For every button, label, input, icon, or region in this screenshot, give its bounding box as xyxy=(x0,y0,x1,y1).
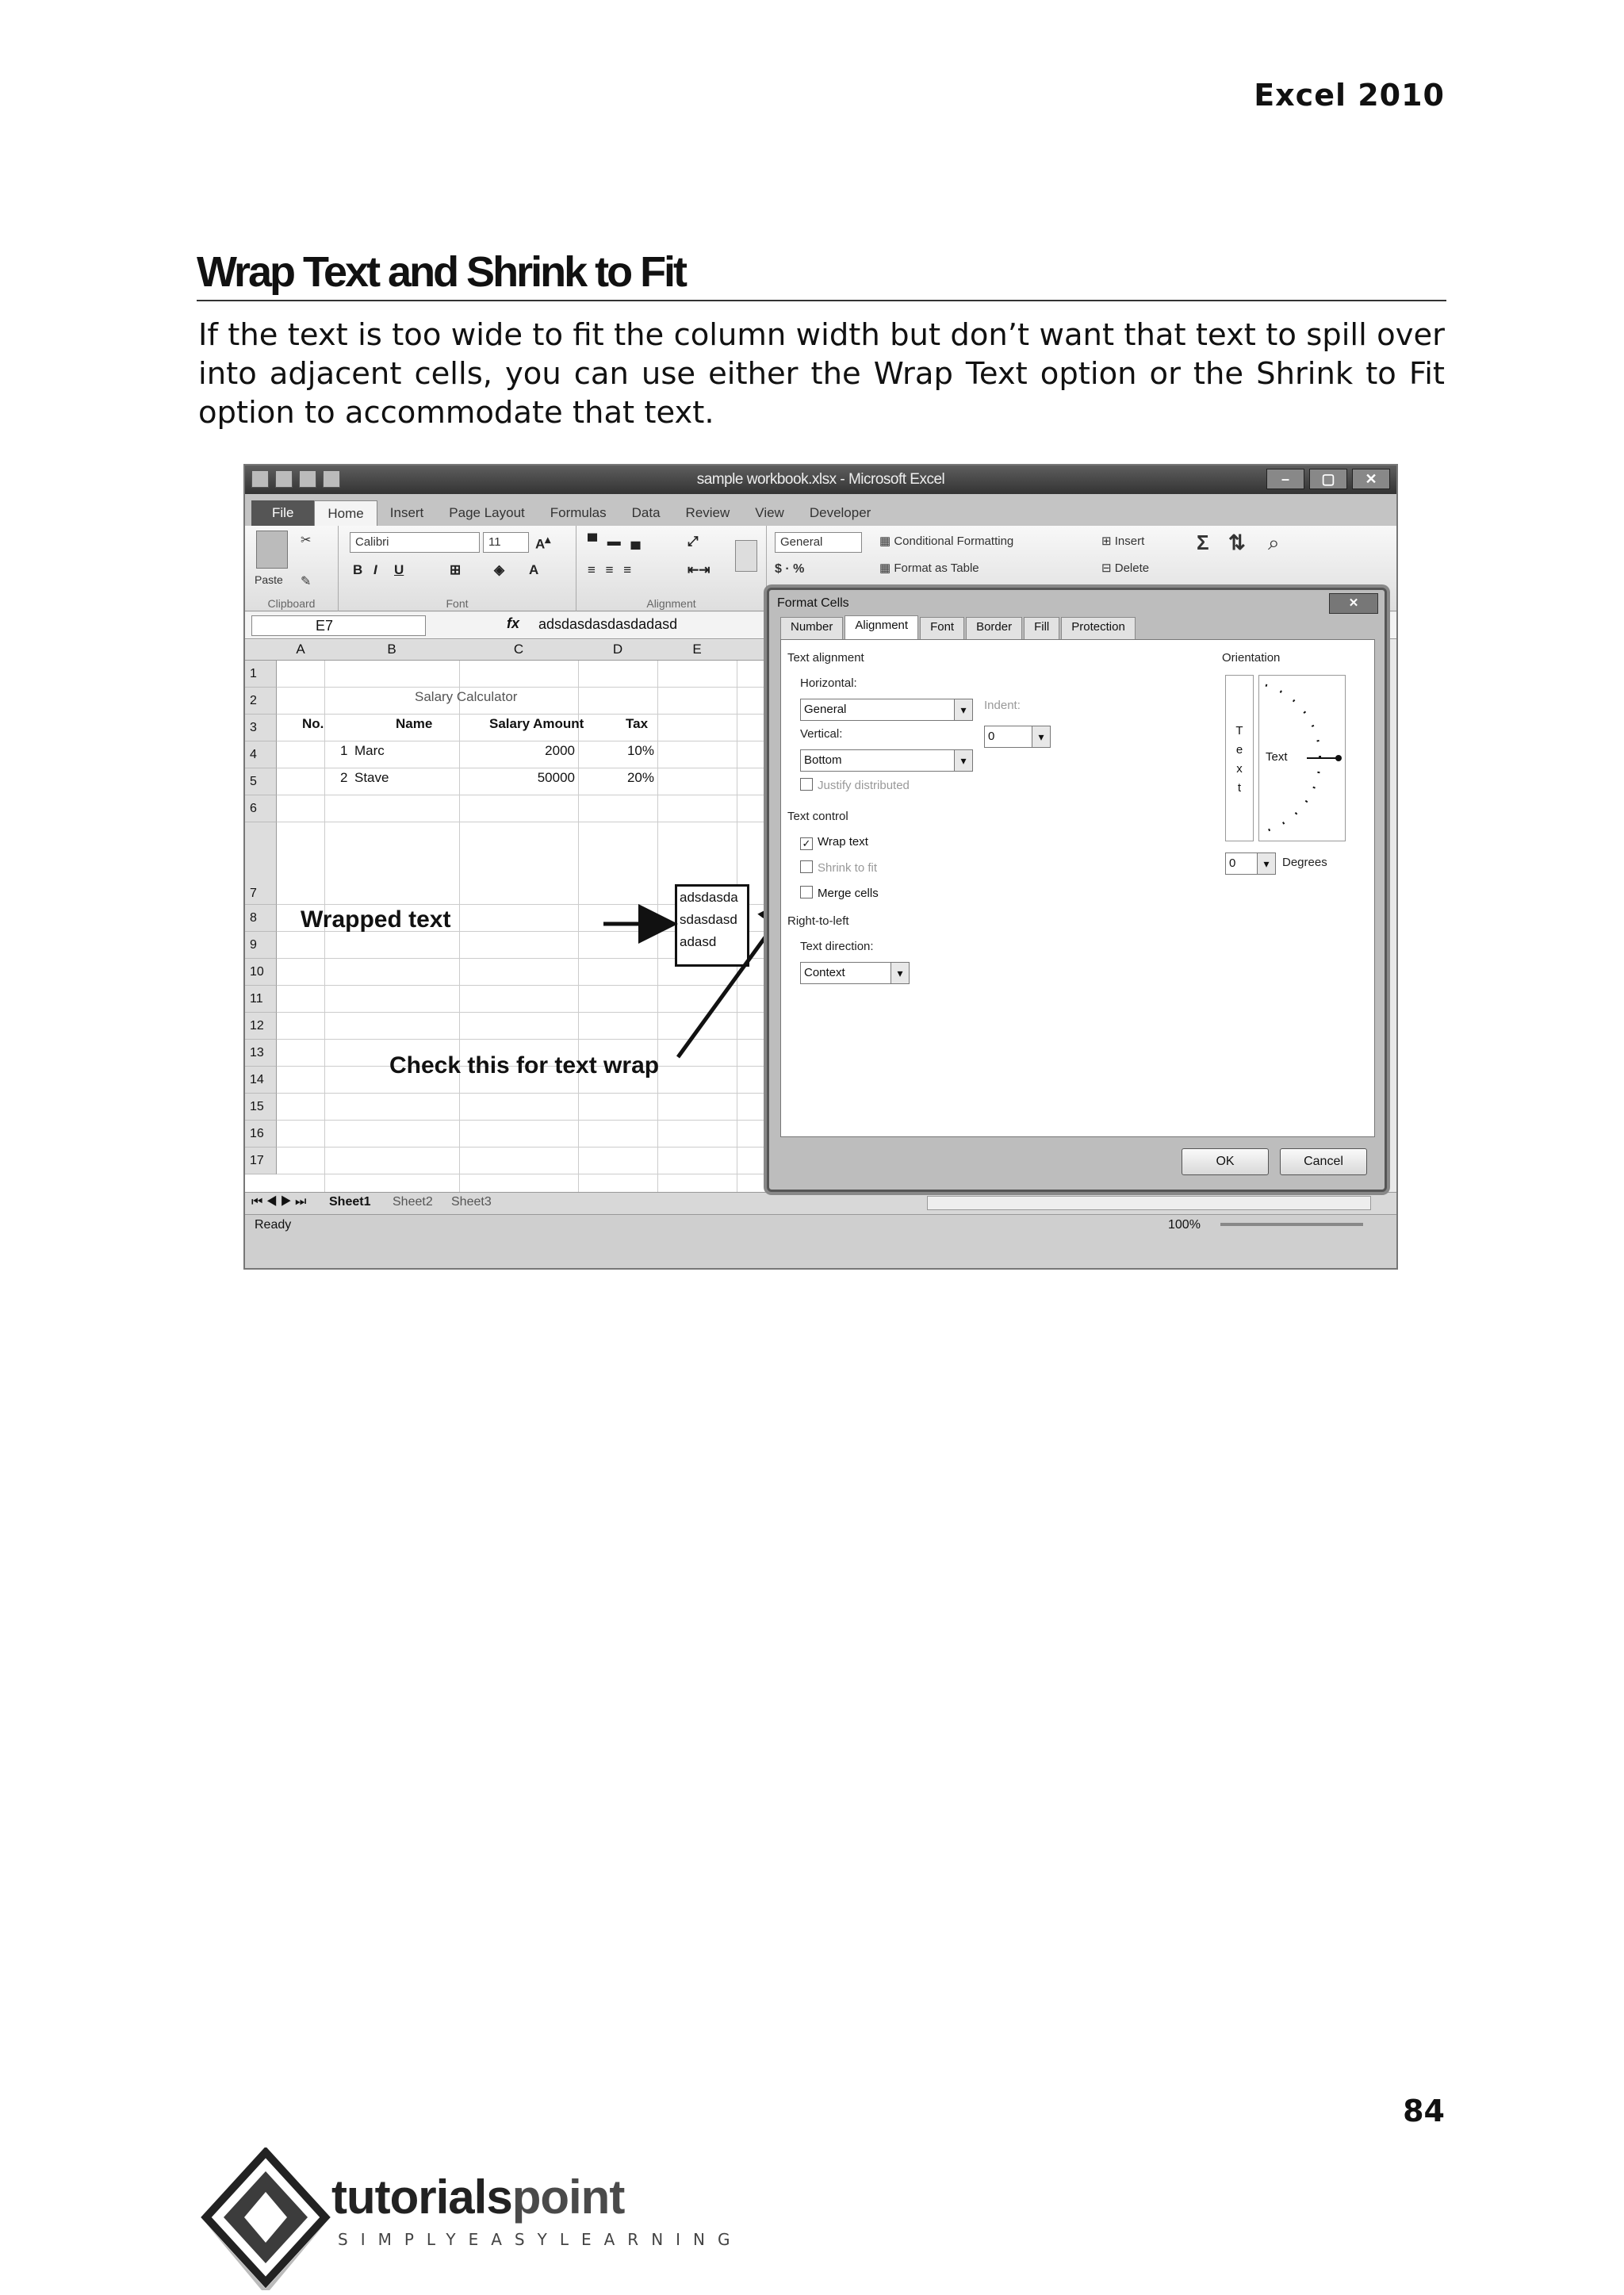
clipboard-label: Clipboard xyxy=(267,597,316,610)
dtab-fill[interactable]: Fill xyxy=(1024,617,1059,639)
tab-developer[interactable]: Developer xyxy=(809,505,871,520)
logo-wordmark xyxy=(331,2170,624,2224)
vertical-label: Vertical: xyxy=(800,727,843,741)
font-color-icon[interactable]: A xyxy=(529,562,539,577)
logo-diamond-icon xyxy=(198,2147,333,2290)
col-b[interactable]: B xyxy=(387,642,396,657)
dtab-number[interactable]: Number xyxy=(780,617,843,639)
status-bar xyxy=(245,1214,1396,1270)
insert-label: Insert xyxy=(1114,534,1145,548)
sheet-tabs-bar xyxy=(245,1192,1396,1214)
alignment-panel xyxy=(780,639,1375,1137)
fx-icon[interactable]: fx xyxy=(507,615,520,631)
zoom-level[interactable]: 100% xyxy=(1168,1218,1201,1232)
zoom-slider[interactable] xyxy=(1220,1223,1363,1226)
direction-label: Text direction: xyxy=(800,940,874,953)
intro-paragraph: If the text is too wide to fit the column width but don’t want that text to spill over into adjacent cells, you can use either the Wrap Text option or the Shrink to Fit option to accommodate that text. xyxy=(198,317,1445,431)
font-label: Font xyxy=(446,597,469,610)
insert-icon: ⊞ xyxy=(1101,534,1115,548)
logo-tagline: SIMPLYEASYLEARNING xyxy=(338,2230,743,2249)
degrees-label: Degrees xyxy=(1282,856,1327,869)
col-c[interactable]: C xyxy=(513,642,524,657)
row-header-15[interactable]: 15 xyxy=(245,1094,277,1121)
logo-brand-a: tutorials xyxy=(331,2170,512,2224)
row-header-12[interactable]: 12 xyxy=(245,1013,277,1040)
cell-name-1[interactable]: Marc xyxy=(354,743,385,758)
cancel-button[interactable]: Cancel xyxy=(1280,1148,1367,1175)
header-name[interactable]: Name xyxy=(396,716,433,731)
indent-spinner[interactable]: 0 ▾ xyxy=(984,726,1051,748)
tab-sheet3[interactable]: Sheet3 xyxy=(451,1195,492,1209)
bold-icon[interactable]: B xyxy=(353,562,363,577)
col-a[interactable]: A xyxy=(296,642,305,657)
row-header-5[interactable]: 5 xyxy=(245,768,277,795)
italic-icon[interactable]: I xyxy=(373,562,377,577)
shrink-to-fit-checkbox[interactable] xyxy=(800,860,877,875)
title-rule xyxy=(197,300,1446,301)
row-header-14[interactable]: 14 xyxy=(245,1067,277,1094)
table-icon: ▦ xyxy=(879,561,894,575)
conditional-icon: ▦ xyxy=(879,534,894,548)
wrap-line-1: adsdasda xyxy=(680,890,738,905)
tab-sheet2[interactable]: Sheet2 xyxy=(393,1195,433,1209)
currency-icon[interactable]: $ · % xyxy=(775,562,805,576)
tab-home[interactable]: Home xyxy=(314,500,377,526)
merge-label: Merge cells xyxy=(818,887,879,900)
annotation-wrapped-text: Wrapped text xyxy=(301,906,451,933)
row-header-7[interactable]: 7 xyxy=(245,822,277,905)
minimize-icon[interactable]: – xyxy=(1266,469,1304,489)
format-cells-dialog xyxy=(767,588,1387,1192)
close-icon[interactable]: ✕ xyxy=(1352,469,1390,489)
row-header-3[interactable]: 3 xyxy=(245,715,277,741)
rtl-heading: Right-to-left xyxy=(787,914,849,928)
header-salary[interactable]: Salary Amount xyxy=(489,716,584,731)
dialog-close-icon[interactable]: ✕ xyxy=(1329,593,1378,614)
running-header: Excel 2010 xyxy=(1254,78,1445,113)
grow-font-icon[interactable]: A▴ xyxy=(535,534,551,552)
text-control-heading: Text control xyxy=(787,810,848,823)
vt-3: x xyxy=(1236,762,1243,776)
window-title: sample workbook.xlsx - Microsoft Excel xyxy=(696,471,945,488)
text-alignment-heading: Text alignment xyxy=(787,651,864,665)
dtab-font[interactable]: Font xyxy=(920,617,964,639)
logo-brand-b: point xyxy=(511,2170,625,2224)
dialog-tabs xyxy=(780,617,1136,639)
tab-data[interactable]: Data xyxy=(631,505,661,520)
cell-salary-2[interactable]: 50000 xyxy=(537,770,575,785)
font-size-box[interactable]: 11 xyxy=(483,532,529,553)
tab-file[interactable]: File xyxy=(251,500,314,526)
page-number: 84 xyxy=(1403,2094,1445,2128)
cell-tax-2[interactable]: 20% xyxy=(626,770,654,785)
row-header-16[interactable]: 16 xyxy=(245,1121,277,1148)
tab-sheet1[interactable]: Sheet1 xyxy=(329,1195,371,1209)
find-select-icon[interactable]: ⌕ xyxy=(1268,531,1280,554)
underline-icon[interactable]: U xyxy=(394,562,404,577)
orientation-dial[interactable] xyxy=(1258,675,1346,841)
format-table-label: Format as Table xyxy=(894,561,979,575)
dialog-title: Format Cells xyxy=(777,596,849,610)
tab-page-layout[interactable]: Page Layout xyxy=(449,505,525,520)
cell-tax-1[interactable]: 10% xyxy=(626,743,654,758)
vt-1: T xyxy=(1235,724,1243,738)
delete-label: Delete xyxy=(1114,561,1150,575)
row-header-4[interactable]: 4 xyxy=(245,741,277,768)
number-format-box[interactable]: General xyxy=(775,532,862,553)
tutorialspoint-logo xyxy=(198,2147,743,2290)
wrap-text-label: Wrap text xyxy=(818,835,868,849)
dtab-alignment[interactable]: Alignment xyxy=(845,615,918,639)
horizontal-label: Horizontal: xyxy=(800,676,857,690)
indent-label: Indent: xyxy=(984,699,1021,712)
orientation-heading: Orientation xyxy=(1222,651,1281,665)
header-no[interactable]: No. xyxy=(302,716,324,731)
annotation-check-wrap: Check this for text wrap xyxy=(389,1052,660,1079)
cell-name-2[interactable]: Stave xyxy=(354,770,389,785)
wrap-line-2: sdasdasd xyxy=(680,912,737,927)
tab-formulas[interactable]: Formulas xyxy=(550,505,607,520)
horizontal-scrollbar[interactable] xyxy=(927,1196,1371,1210)
excel-screenshot xyxy=(243,464,1398,1270)
borders-icon[interactable]: ⊞ xyxy=(450,562,462,577)
fill-color-icon[interactable]: ◈ xyxy=(494,562,505,577)
justify-label: Justify distributed xyxy=(818,779,910,792)
delete-icon: ⊟ xyxy=(1101,561,1115,575)
col-e[interactable]: E xyxy=(692,642,702,657)
paste-label: Paste xyxy=(255,573,283,586)
merge-cells-checkbox[interactable] xyxy=(800,886,879,900)
align-top-icons[interactable]: ▀ ▬ ▄ xyxy=(588,534,644,549)
sheet-nav-icons[interactable]: ⏮◀▶⏭ xyxy=(251,1195,310,1209)
sheet-title[interactable]: Salary Calculator xyxy=(415,689,518,704)
status-ready: Ready xyxy=(255,1218,292,1232)
row-header-8[interactable]: 8 xyxy=(245,905,277,932)
ok-button[interactable]: OK xyxy=(1182,1148,1269,1175)
cut-icon[interactable]: ✂ xyxy=(301,534,312,547)
row-header-9[interactable]: 9 xyxy=(245,932,277,959)
justify-checkbox[interactable] xyxy=(800,778,910,792)
direction-select[interactable]: Context ▾ xyxy=(800,962,910,984)
tab-insert[interactable]: Insert xyxy=(389,505,424,520)
dtab-border[interactable]: Border xyxy=(966,617,1022,639)
vertical-text-box[interactable] xyxy=(1225,675,1254,841)
row-header-1[interactable]: 1 xyxy=(245,661,277,688)
section-title: Wrap Text and Shrink to Fit xyxy=(197,248,686,296)
shrink-label: Shrink to fit xyxy=(818,861,878,875)
tab-view[interactable]: View xyxy=(755,505,784,520)
cell-salary-1[interactable]: 2000 xyxy=(545,743,575,758)
vertical-select[interactable]: Bottom ▾ xyxy=(800,749,973,772)
name-box[interactable]: E7 xyxy=(251,615,426,636)
degrees-spinner[interactable]: 0 ▾ xyxy=(1225,852,1276,875)
vt-2: e xyxy=(1235,743,1243,757)
col-d[interactable]: D xyxy=(612,642,623,657)
dtab-protection[interactable]: Protection xyxy=(1061,617,1136,639)
vt-4: t xyxy=(1237,781,1242,795)
row-header-17[interactable]: 17 xyxy=(245,1148,277,1174)
row-header-10[interactable]: 10 xyxy=(245,959,277,986)
row-header-6[interactable]: 6 xyxy=(245,795,277,822)
maximize-icon[interactable]: ▢ xyxy=(1309,469,1347,489)
header-tax[interactable]: Tax xyxy=(626,716,649,731)
horizontal-select[interactable]: General ▾ xyxy=(800,699,973,721)
orientation-icon[interactable]: ⤢ xyxy=(688,534,699,549)
alignment-label: Alignment xyxy=(646,597,696,610)
font-name-box[interactable]: Calibri xyxy=(350,532,480,553)
row-header-11[interactable]: 11 xyxy=(245,986,277,1013)
format-painter-icon[interactable]: ✎ xyxy=(301,575,312,588)
align-left-icons[interactable]: ≡ ≡ ≡ xyxy=(588,562,635,577)
sort-filter-icon[interactable]: ⇅ xyxy=(1228,531,1246,554)
indent-icons[interactable]: ⇤⇥ xyxy=(688,562,710,577)
cell-no-1[interactable]: 1 xyxy=(340,743,348,758)
row-header-2[interactable]: 2 xyxy=(245,688,277,715)
formula-input[interactable]: adsdasdasdasdadasd xyxy=(538,616,678,632)
cell-no-2[interactable]: 2 xyxy=(340,770,348,785)
conditional-label: Conditional Formatting xyxy=(894,534,1014,548)
orient-text: Text xyxy=(1266,750,1288,764)
tab-review[interactable]: Review xyxy=(685,505,730,520)
autosum-icon[interactable]: Σ xyxy=(1197,531,1209,554)
row-header-13[interactable]: 13 xyxy=(245,1040,277,1067)
wrap-text-checkbox[interactable]: ✓ Wrap text xyxy=(800,835,868,850)
wrap-line-3: adasd xyxy=(680,934,717,949)
